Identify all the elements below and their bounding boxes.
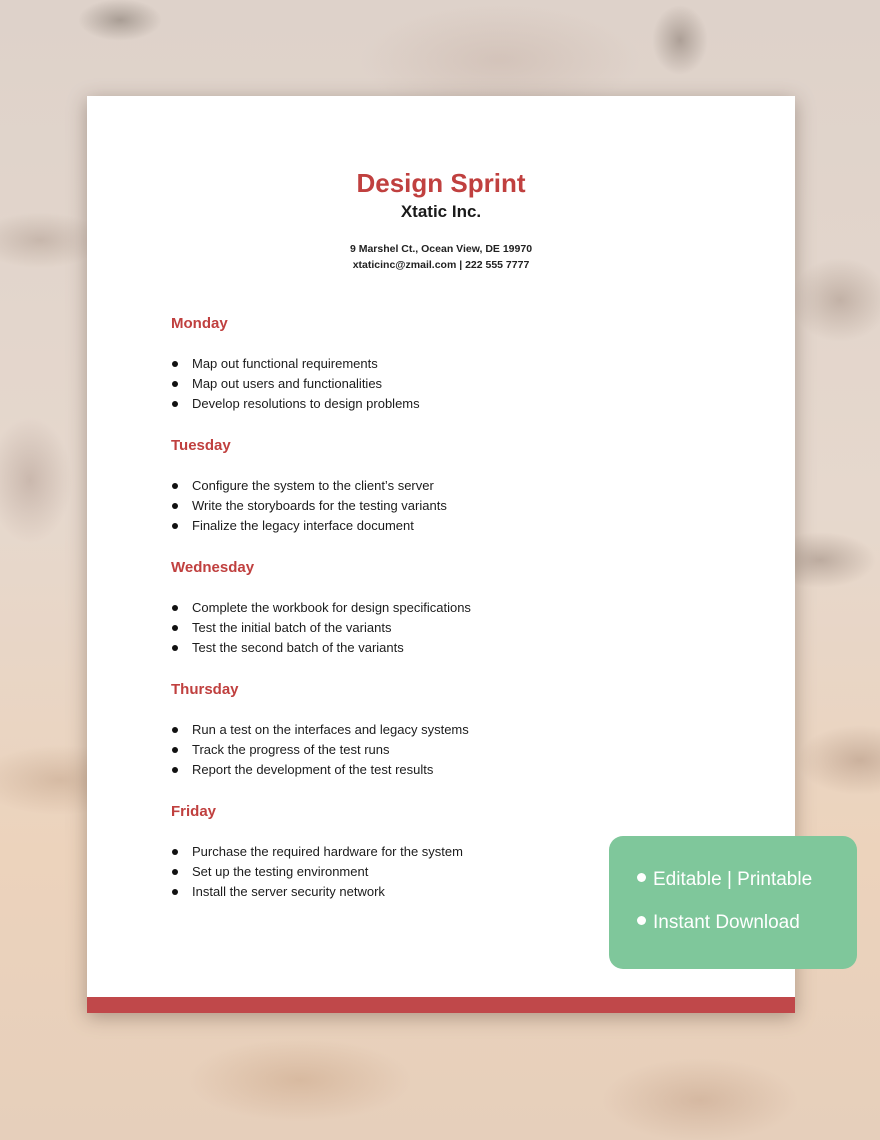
list-item: [171, 374, 691, 394]
section-monday: [171, 314, 691, 414]
list-item: [171, 618, 691, 638]
bullet-icon: [172, 381, 178, 387]
list-item-text: Test the initial batch of the variants: [192, 620, 392, 635]
bullet-icon: [637, 916, 646, 925]
section-wednesday: [171, 558, 691, 658]
task-list: [171, 354, 691, 414]
badge-item-label: Editable | Printable: [653, 869, 813, 890]
bullet-icon: [172, 523, 178, 529]
list-item-text: Run a test on the interfaces and legacy systems: [192, 722, 469, 737]
badge-item: [637, 868, 812, 892]
section-thursday: [171, 680, 691, 780]
section-heading: Friday: [171, 803, 217, 820]
list-item: [171, 598, 691, 618]
company-contact: xtaticinc@zmail.com | 222 555 7777: [352, 259, 530, 271]
footer-accent-bar: [87, 997, 795, 1013]
task-list: [171, 476, 691, 536]
list-item: [171, 476, 691, 496]
list-item-text: Install the server security network: [192, 884, 385, 899]
list-item: [171, 740, 691, 760]
task-list: [171, 720, 691, 780]
list-item-text: Complete the workbook for design specifications: [192, 600, 471, 615]
list-item-text: Track the progress of the test runs: [192, 742, 390, 757]
bullet-icon: [172, 849, 178, 855]
feature-badge: [609, 836, 857, 969]
list-item-text: Test the second batch of the variants: [192, 640, 404, 655]
bullet-icon: [172, 605, 178, 611]
section-tuesday: [171, 436, 691, 536]
list-item-text: Configure the system to the client’s server: [192, 478, 434, 493]
list-item-text: Set up the testing environment: [192, 864, 369, 879]
list-item-text: Develop resolutions to design problems: [192, 396, 420, 411]
list-item: [171, 760, 691, 780]
list-item: [171, 638, 691, 658]
document-title: Design Sprint: [356, 168, 526, 198]
section-heading: Tuesday: [171, 437, 231, 454]
bullet-icon: [172, 869, 178, 875]
list-item-text: Finalize the legacy interface document: [192, 518, 414, 533]
list-item-text: Report the development of the test results: [192, 762, 434, 777]
list-item-text: Map out users and functionalities: [192, 376, 383, 391]
badge-item: [637, 911, 800, 935]
bullet-icon: [172, 747, 178, 753]
list-item-text: Write the storyboards for the testing variants: [192, 498, 447, 513]
list-item-text: Map out functional requirements: [192, 356, 378, 371]
list-item: [171, 496, 691, 516]
bullet-icon: [172, 401, 178, 407]
section-heading: Monday: [171, 315, 228, 332]
list-item: [171, 394, 691, 414]
list-item: [171, 516, 691, 536]
section-heading: Thursday: [171, 681, 239, 698]
company-name: Xtatic Inc.: [400, 202, 482, 221]
list-item: [171, 720, 691, 740]
bullet-icon: [172, 625, 178, 631]
bullet-icon: [172, 483, 178, 489]
bullet-icon: [172, 503, 178, 509]
bullet-icon: [637, 873, 646, 882]
list-item-text: Purchase the required hardware for the system: [192, 844, 463, 859]
section-heading: Wednesday: [171, 559, 255, 576]
task-list: [171, 598, 691, 658]
badge-item-label: Instant Download: [653, 912, 800, 933]
bullet-icon: [172, 767, 178, 773]
list-item: [171, 354, 691, 374]
bullet-icon: [172, 361, 178, 367]
bullet-icon: [172, 645, 178, 651]
bullet-icon: [172, 889, 178, 895]
bullet-icon: [172, 727, 178, 733]
company-address: 9 Marshel Ct., Ocean View, DE 19970: [349, 243, 533, 255]
